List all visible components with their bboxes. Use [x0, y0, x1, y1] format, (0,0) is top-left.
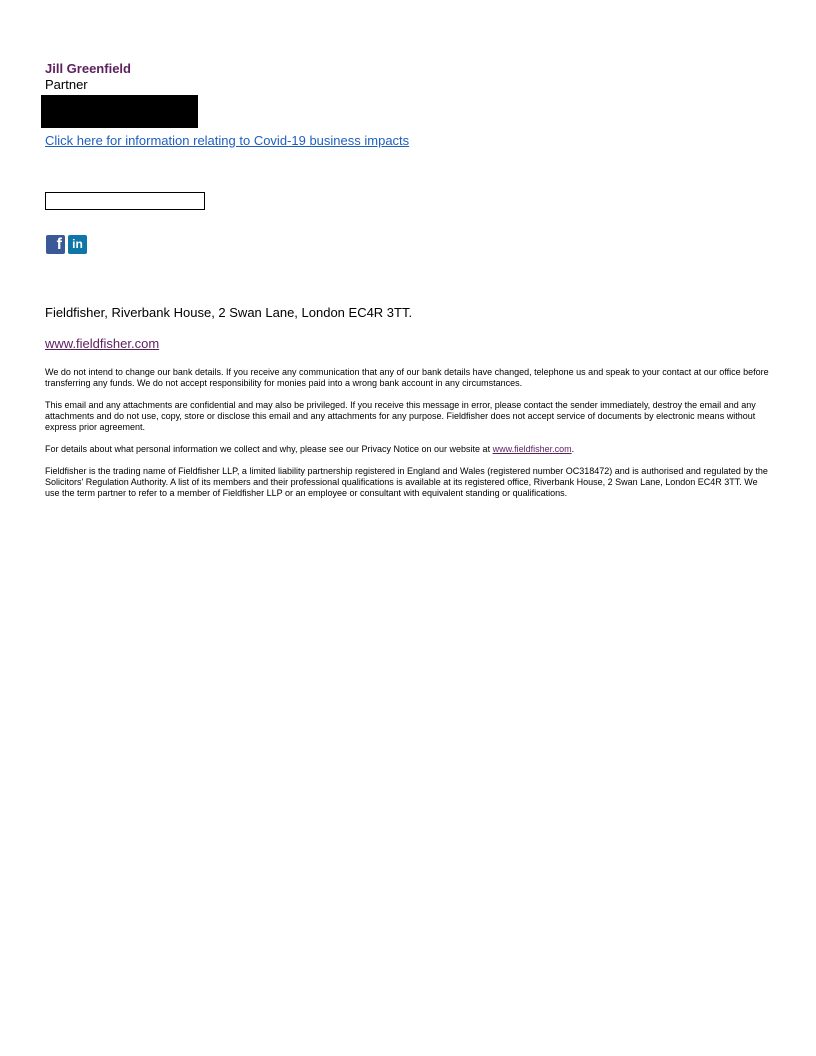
trading-name-disclaimer: Fieldfisher is the trading name of Fieldfisher LLP, a limited liability partnership registered in England and Wales (registered number OC318472) and is authorised and regulated by the Solicitors' Regulation Authority. A list of its members and their professional qualifications is available at its registered office, Riverbank House, 2 Swan Lane, London EC4R 3TT. We use the term partner to refer to a member of Fieldfisher LLP or an employee or consultant with equivalent standing or qualifications. [45, 466, 768, 498]
website-link[interactable]: www.fieldfisher.com [45, 336, 160, 351]
signature-name: Jill Greenfield [45, 61, 131, 76]
privacy-notice [45, 444, 773, 455]
linkedin-glyph: in [72, 237, 83, 251]
disclaimers [45, 367, 773, 510]
logo-placeholder [45, 192, 205, 210]
email-signature [45, 61, 773, 498]
privacy-notice-end: . [571, 444, 575, 454]
facebook-glyph: f [56, 236, 62, 253]
redaction-block [41, 95, 198, 128]
office-address: Fieldfisher, Riverbank House, 2 Swan Lane, London EC4R 3TT. [45, 305, 413, 320]
bank-disclaimer: We do not intend to change our bank details. If you receive any communication that any of our bank details have changed, telephone us and speak to your contact at our office before transferring any funds. We do not accept responsibility for monies paid into a wrong bank account in any circumstances. [45, 367, 769, 388]
facebook-icon[interactable] [46, 235, 65, 254]
signature-title: Partner [45, 77, 88, 92]
confidentiality-disclaimer: This email and any attachments are confidential and may also be privileged. If you receive this message in error, please contact the sender immediately, destroy the email and any attachments and do not use, copy, store or disclose this email and any attachments for any purpose. Fieldfisher does not accept service of documents by electronic means without express prior agreement. [45, 400, 756, 432]
social-links [46, 235, 87, 254]
linkedin-icon[interactable] [68, 235, 87, 254]
covid-info-link[interactable]: Click here for information relating to Covid-19 business impacts [45, 133, 410, 148]
privacy-website-link[interactable]: www.fieldfisher.com [492, 444, 572, 454]
privacy-notice-text: For details about what personal information we collect and why, please see our Privacy Notice on our website at [45, 444, 493, 454]
